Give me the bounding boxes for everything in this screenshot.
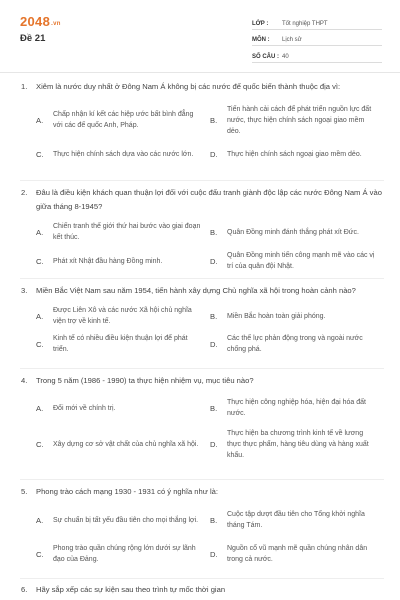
info-row-class (252, 14, 382, 30)
option-row (36, 139, 384, 169)
option-letter: A. (36, 403, 44, 413)
question-4 (0, 374, 400, 478)
info-label: SỐ CÂU : (252, 53, 279, 60)
option-text: Chấp nhận kí kết các hiệp ước bất bình đẳng với các đế quốc Anh, Pháp. (53, 111, 194, 129)
option-text: Cuộc tập dượt đầu tiên cho Tổng khởi nghĩa tháng Tám. (227, 511, 365, 529)
option-text: Thực hiện ba chương trình kinh tế về lương thực thực phẩm, hàng tiêu dùng và hàng xuất khẩu. (227, 429, 369, 459)
info-label: MÔN : (252, 37, 270, 43)
option-text: Các thế lực phản động trong và ngoài nước chống phá. (227, 335, 363, 353)
option-a[interactable] (36, 392, 210, 424)
question-3 (0, 284, 400, 362)
option-letter: C. (36, 439, 44, 449)
question-text (21, 583, 384, 597)
question-number: 3. (21, 286, 28, 295)
option-row (36, 101, 384, 139)
option-letter: A. (36, 311, 44, 321)
question-prompt: Hãy sắp xếp các sự kiện sau theo trình tự mốc thời gian (36, 585, 226, 594)
question-number: 1. (21, 82, 28, 91)
question-number: 6. (21, 585, 28, 594)
option-row (36, 503, 384, 537)
option-text: Thực hiện chính sách dựa vào các nước lớn. (53, 150, 194, 158)
option-row (36, 330, 384, 358)
exam-header (0, 0, 400, 72)
option-text: Phát xít Nhật đầu hàng Đồng minh. (53, 257, 163, 265)
option-b[interactable] (210, 217, 384, 247)
exam-code: Đề 21 (20, 33, 46, 44)
option-text: Kinh tế có nhiều điều kiện thuận lợi để phát triển. (53, 335, 188, 353)
option-letter: A. (36, 515, 44, 525)
option-b[interactable] (210, 392, 384, 424)
option-letter: D. (210, 549, 218, 559)
option-text: Chiến tranh thế giới thứ hai bước vào giai đoạn kết thúc. (53, 223, 201, 241)
option-text: Xây dựng cơ sở vật chất của chủ nghĩa xã hội. (53, 440, 199, 448)
question-prompt: Xiêm là nước duy nhất ở Đông Nam Á không bị các nước đế quốc biến thành thuộc địa vì: (36, 82, 341, 91)
header-divider (0, 72, 400, 73)
question-separator (20, 479, 384, 480)
option-row (36, 424, 384, 464)
logo-text: 2048 (20, 14, 51, 29)
question-separator (20, 578, 384, 579)
question-5 (0, 485, 400, 577)
question-prompt: Đâu là điều kiện khách quan thuận lợi đối với cuộc đấu tranh giành độc lập các nước Đông Nam Á vào giữa tháng 8-1945? (36, 188, 382, 211)
option-letter: D. (210, 149, 218, 159)
option-row (36, 392, 384, 424)
option-letter: D. (210, 439, 218, 449)
info-row-subject (252, 31, 382, 47)
info-value: 40 (282, 53, 289, 60)
option-text: Thực hiện chính sách ngoại giao mềm dẻo. (227, 150, 362, 158)
question-separator (20, 278, 384, 279)
option-letter: A. (36, 227, 44, 237)
option-letter: B. (210, 403, 218, 413)
option-c[interactable] (36, 139, 210, 169)
question-number: 4. (21, 376, 28, 385)
option-text: Miền Bắc hoàn toàn giải phóng. (227, 312, 326, 320)
option-row (36, 247, 384, 275)
option-c[interactable] (36, 537, 210, 571)
option-b[interactable] (210, 302, 384, 330)
question-number: 5. (21, 487, 28, 496)
option-b[interactable] (210, 503, 384, 537)
option-text: Thực hiện công nghiệp hóa, hiện đại hóa đất nước. (227, 399, 366, 417)
option-letter: B. (210, 227, 218, 237)
question-prompt: Miền Bắc Việt Nam sau năm 1954, tiến hành xây dựng Chủ nghĩa xã hội trong hoàn cảnh nào? (36, 286, 356, 295)
option-d[interactable] (210, 139, 384, 169)
option-text: Sự chuẩn bị tất yếu đầu tiên cho mọi thắng lợi. (53, 516, 199, 524)
option-text: Quân Đồng minh đánh thắng phát xít Đức. (227, 228, 359, 236)
question-text (21, 485, 384, 499)
question-list (0, 80, 400, 597)
option-text: Phong trào quần chúng rộng lớn dưới sự lãnh đạo của Đảng. (53, 545, 196, 563)
option-text: Được Liên Xô và các nước Xã hội chủ nghĩa viện trợ về kinh tế. (53, 307, 192, 325)
question-text (21, 80, 384, 94)
option-row (36, 217, 384, 247)
question-text (21, 186, 384, 214)
option-text: Nguồn cổ vũ mạnh mẽ quần chúng nhân dân trong cả nước. (227, 545, 368, 563)
option-d[interactable] (210, 330, 384, 358)
question-separator (20, 180, 384, 181)
question-prompt: Trong 5 năm (1986 - 1990) ta thực hiện nhiệm vụ, mục tiêu nào? (36, 376, 254, 385)
option-d[interactable] (210, 537, 384, 571)
option-letter: C. (36, 149, 44, 159)
option-letter: C. (36, 339, 44, 349)
option-c[interactable] (36, 424, 210, 464)
question-text (21, 284, 384, 298)
question-text (21, 374, 384, 388)
option-text: Quân Đồng minh tiến công mạnh mẽ vào các vị trí của quân đội Nhật. (227, 252, 375, 270)
option-letter: B. (210, 115, 218, 125)
question-6 (0, 583, 400, 597)
option-letter: B. (210, 515, 218, 525)
question-prompt: Phong trào cách mạng 1930 - 1931 có ý nghĩa như là: (36, 487, 218, 496)
option-text: Tiến hành cải cách để phát triển nguồn lực đất nước, thực hiện chính sách ngoại giao mềm dẻo. (227, 105, 372, 135)
option-a[interactable] (36, 503, 210, 537)
info-value: Tốt nghiệp THPT (282, 20, 328, 27)
option-text: Đổi mới về chính trị. (53, 404, 116, 412)
option-a[interactable] (36, 101, 210, 139)
logo-suffix: .vn (51, 21, 61, 27)
option-a[interactable] (36, 302, 210, 330)
site-logo[interactable] (20, 14, 61, 29)
option-letter: B. (210, 311, 218, 321)
option-row (36, 302, 384, 330)
option-letter: C. (36, 549, 44, 559)
exam-info-panel (252, 14, 382, 64)
option-c[interactable] (36, 330, 210, 358)
question-1 (0, 80, 400, 178)
info-row-count (252, 47, 382, 63)
question-separator (20, 368, 384, 369)
option-letter: D. (210, 339, 218, 349)
option-row (36, 537, 384, 571)
option-b[interactable] (210, 101, 384, 139)
option-c[interactable] (36, 247, 210, 275)
info-value: Lịch sử (282, 37, 302, 43)
option-letter: C. (36, 256, 44, 266)
question-2 (0, 186, 400, 276)
option-letter: D. (210, 256, 218, 266)
info-label: LỚP : (252, 20, 269, 27)
option-letter: A. (36, 115, 44, 125)
question-number: 2. (21, 188, 28, 197)
option-d[interactable] (210, 424, 384, 464)
option-a[interactable] (36, 217, 210, 247)
option-d[interactable] (210, 247, 384, 275)
